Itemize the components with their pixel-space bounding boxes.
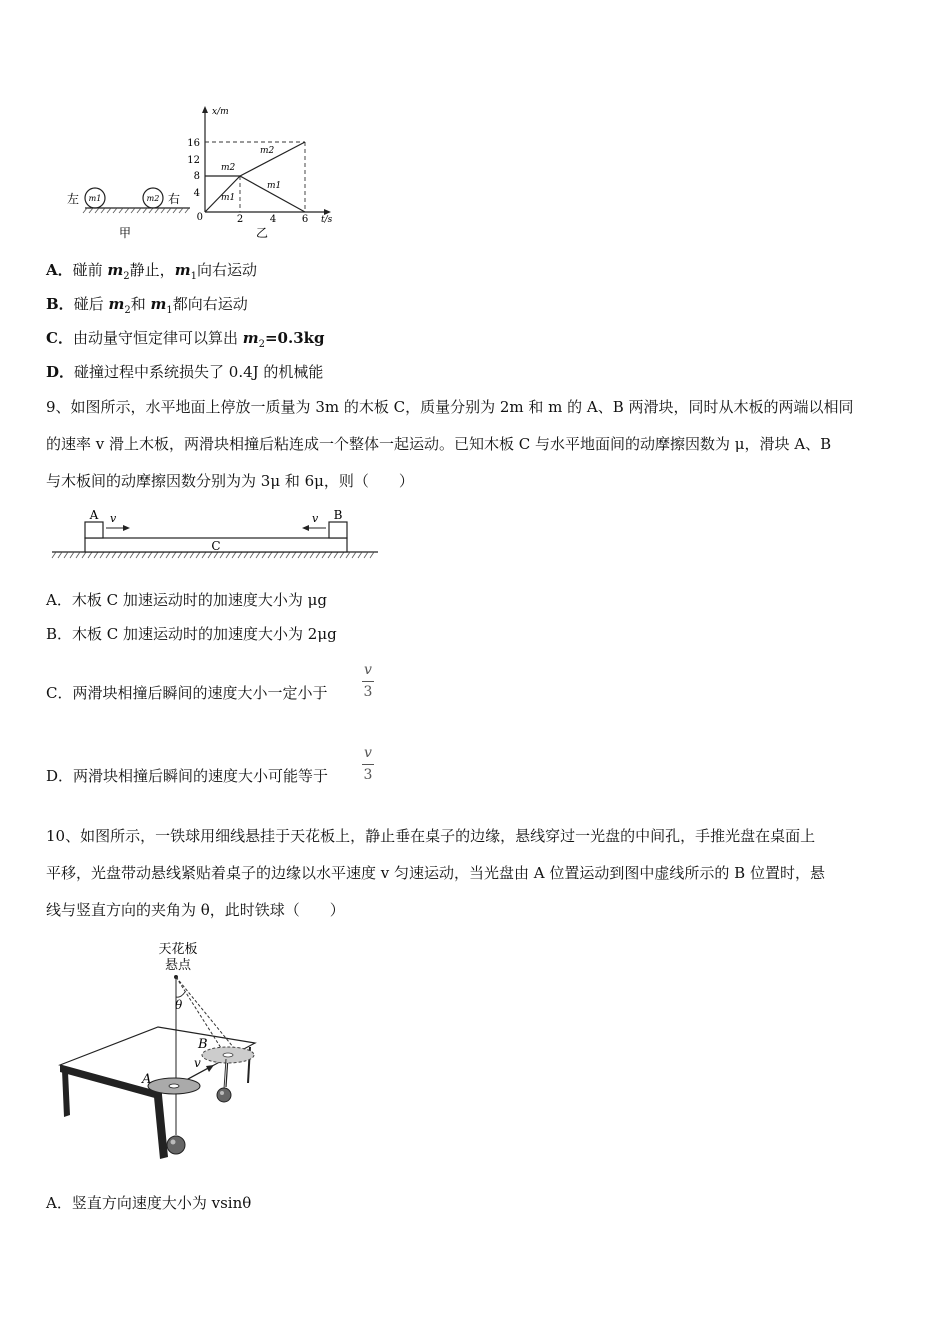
label-b: B — [198, 1037, 208, 1052]
q10-stem-line1: 10、如图所示，一铁球用细线悬挂于天花板上，静止垂在桌子的边缘，悬线穿过一光盘的中间孔，手推光盘在桌面上 — [46, 827, 816, 845]
figure-q8 — [55, 90, 355, 245]
q8-option-c: C．由动量守恒定律可以算出 $m_2=0.3kg$ — [46, 329, 325, 350]
q9-option-c: C．两滑块相撞后瞬间的速度大小一定小于 — [46, 684, 328, 702]
series-label-m1-before: m1 — [221, 193, 236, 203]
fraction-denominator: 3 — [363, 767, 373, 783]
label-ceiling: 天花板 — [158, 942, 198, 957]
ytick-8: 8 — [193, 171, 200, 182]
xtick-2: 2 — [236, 214, 244, 225]
label-b: B — [333, 508, 343, 522]
label-v: v — [194, 1056, 201, 1070]
caption-yi: 乙 — [256, 226, 269, 240]
label-m1: m1 — [88, 194, 102, 203]
xtick-4: 4 — [269, 214, 277, 225]
q8-option-a: A．碰前 $m_2$静止，$m_1$向右运动 — [46, 261, 257, 282]
axis-ylabel: x/m — [212, 107, 229, 117]
label-a: A — [142, 1072, 152, 1087]
q9-option-d: D．两滑块相撞后瞬间的速度大小可能等于 — [46, 767, 329, 785]
ytick-12: 12 — [187, 155, 200, 166]
label-v-right: v — [312, 512, 319, 525]
figure-yi — [187, 106, 332, 240]
fraction-bar — [362, 681, 374, 682]
q9-option-a: A．木板 C 加速运动时的加速度大小为 μg — [46, 591, 327, 609]
label-a: A — [89, 508, 99, 522]
q9-stem-line1: 9、如图所示，水平地面上停放一质量为 3m 的木板 C，质量分别为 2m 和 m 的 A、B 两滑块，同时从木板的两端以相同 — [46, 398, 854, 416]
label-v-left: v — [110, 512, 117, 525]
q10-stem-line2: 平移，光盘带动悬线紧贴着桌子的边缘以水平速度 v 匀速运动，当光盘由 A 位置运动到图中虚线所示的 B 位置时，悬 — [46, 864, 825, 882]
iron-ball-b — [217, 1088, 231, 1102]
label-m2: m2 — [146, 194, 160, 203]
series-label-m2-before: m2 — [221, 163, 236, 173]
q8-option-b: B．碰后 $m_2$和 $m_1$都向右运动 — [46, 295, 248, 316]
figure-jia — [67, 188, 190, 240]
q10-option-a: A．竖直方向速度大小为 vsinθ — [46, 1194, 252, 1212]
fraction-bar — [362, 764, 374, 765]
block-b — [329, 522, 347, 538]
axis-xlabel: t/s — [321, 215, 333, 225]
figure-q10 — [50, 935, 280, 1170]
ytick-4: 4 — [193, 188, 200, 199]
fraction-numerator: v — [364, 745, 372, 761]
q9-stem-line2: 的速率 v 滑上木板，两滑块相撞后粘连成一个整体一起运动。已知木板 C 与水平地面间的动摩擦因数为 μ，滑块 A、B — [46, 435, 832, 453]
label-suspension-point: 悬点 — [164, 958, 192, 973]
ytick-16: 16 — [187, 138, 200, 149]
block-a — [85, 522, 103, 538]
q8-option-d: D．碰撞过程中系统损失了 0.4J 的机械能 — [46, 363, 324, 381]
q9-option-b: B．木板 C 加速运动时的加速度大小为 2μg — [46, 625, 337, 643]
label-theta: θ — [175, 998, 183, 1012]
label-right: 右 — [168, 192, 181, 206]
series-label-m1-after: m1 — [267, 181, 282, 191]
ytick-0: 0 — [196, 212, 203, 223]
label-c: C — [211, 539, 221, 553]
fraction-numerator: v — [364, 662, 372, 678]
iron-ball-a — [167, 1136, 185, 1154]
series-label-m2-after: m2 — [260, 146, 275, 156]
xtick-6: 6 — [301, 214, 309, 225]
q10-stem-line3: 线与竖直方向的夹角为 θ，此时铁球（ ） — [46, 901, 345, 919]
figure-q9 — [50, 502, 385, 564]
label-left: 左 — [67, 192, 80, 206]
caption-jia: 甲 — [119, 226, 132, 240]
fraction-denominator: 3 — [363, 684, 373, 700]
q9-stem-line3: 与木板间的动摩擦因数分别为为 3μ 和 6μ，则（ ） — [46, 472, 414, 490]
